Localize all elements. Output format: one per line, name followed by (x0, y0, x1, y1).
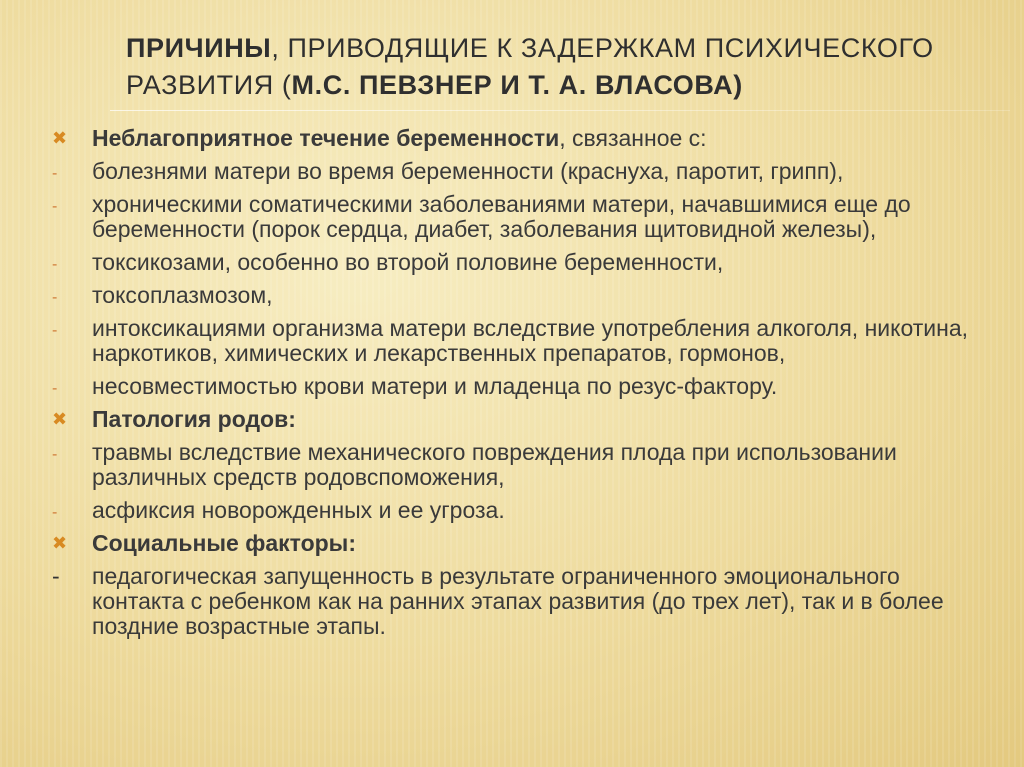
list-item (52, 283, 992, 308)
list-item (52, 564, 992, 639)
dash-icon: - (52, 563, 60, 589)
dash-icon: - (52, 198, 58, 215)
dash-icon: - (52, 504, 58, 521)
list-item (52, 440, 992, 490)
title-bold-start: ПРИЧИНЫ (126, 33, 272, 63)
section-title: Патология родов: (92, 406, 296, 432)
dash-icon: - (52, 380, 58, 397)
dash-icon: - (52, 256, 58, 273)
list-item-text: токсоплазмозом, (92, 282, 273, 308)
list-item (52, 316, 992, 366)
section-header (52, 126, 992, 151)
list-item-text: несовместимостью крови матери и младенца по резус-фактору. (92, 373, 778, 399)
list-item-text: токсикозами, особенно во второй половине беременности, (92, 249, 724, 275)
title-bold-end: М.С. ПЕВЗНЕР И Т. А. ВЛАСОВА) (291, 70, 743, 100)
slide-title (126, 30, 986, 104)
dash-icon: - (52, 322, 58, 339)
list-item-text: травмы вследствие механического повреждения плода при использовании различных средств родовспоможения, (92, 439, 897, 490)
section-header (52, 531, 992, 556)
list-item (52, 159, 992, 184)
dash-icon: - (52, 165, 58, 182)
title-divider (110, 110, 1010, 111)
x-mark-icon: ✖ (52, 409, 68, 429)
list-item (52, 498, 992, 523)
list-item-text: интоксикациями организма матери вследствие употребления алкоголя, никотина, наркотиков, химических и лекарственных препаратов, гормонов, (92, 315, 968, 366)
list-item (52, 192, 992, 242)
dash-icon: - (52, 446, 58, 463)
section-header (52, 407, 992, 432)
section-title: Социальные факторы: (92, 530, 356, 556)
title-middle: , ПРИВОДЯЩИЕ К ЗАДЕРЖКАМ ПСИХИЧЕСКОГО РАЗВИТИЯ ( (126, 33, 934, 100)
list-item-text: педагогическая запущенность в результате ограниченного эмоционального контакта с ребенком как на ранних этапах развития (до трех лет), так и в более поздние возрастные этапы. (92, 563, 944, 639)
list-item-text: болезнями матери во время беременности (краснуха, паротит, грипп), (92, 158, 844, 184)
list-item-text: хроническими соматическими заболеваниями матери, начавшимися еще до беременности (порок сердца, диабет, заболевания щитовидной железы), (92, 191, 911, 242)
dash-icon: - (52, 289, 58, 306)
section-title: Неблагоприятное течение беременности (92, 125, 560, 151)
x-mark-icon: ✖ (52, 128, 68, 148)
section-title-rest: , связанное с: (559, 125, 707, 151)
x-mark-icon: ✖ (52, 533, 68, 553)
list-item-text: асфиксия новорожденных и ее угроза. (92, 497, 505, 523)
list-item (52, 250, 992, 275)
bullet-list (52, 126, 992, 647)
list-item (52, 374, 992, 399)
